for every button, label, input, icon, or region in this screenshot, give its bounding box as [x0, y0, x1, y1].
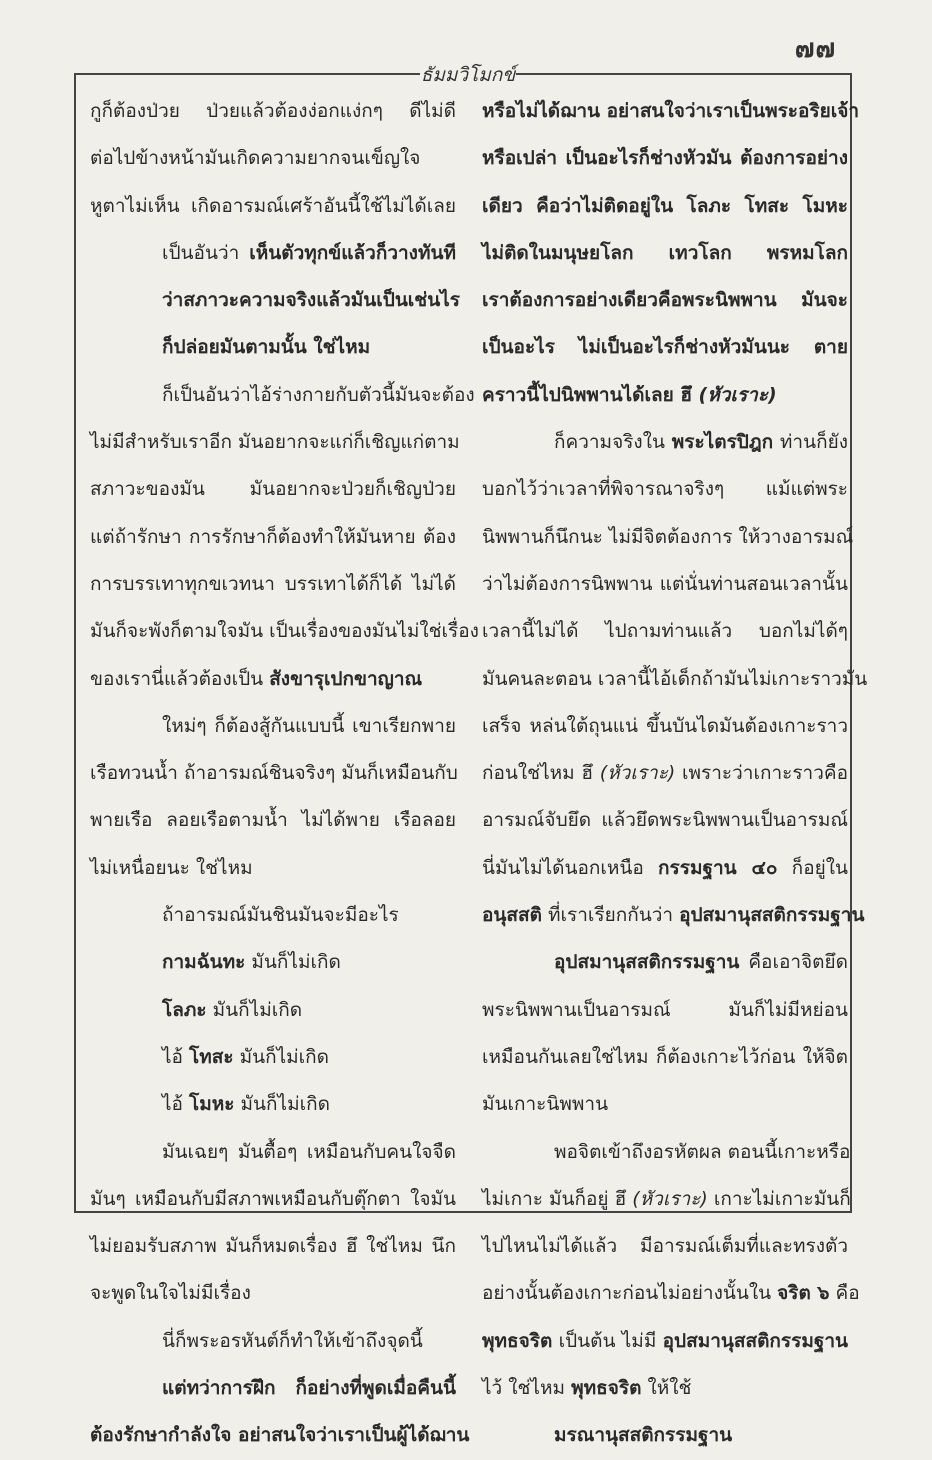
- text-segment: นี่ก็พระอรหันต์ก็ทำให้เข้าถึงจุดนี้: [162, 1329, 423, 1352]
- text-line: [482, 750, 848, 797]
- bold-term: เราต้องการอย่างเดียวคือพระนิพพาน มันจะ: [482, 289, 848, 312]
- text-line: [90, 703, 456, 750]
- bold-term: เดียว คือว่าไม่ติดอยู่ใน โลภะ โทสะ โมหะ: [482, 194, 848, 217]
- text-segment: สภาวะของมัน มันอยากจะป่วยก็เชิญป่วย: [90, 478, 456, 501]
- text-segment: เป็นต้น ไม่มี: [552, 1329, 663, 1352]
- text-segment: มันก็ไม่เกิด: [234, 1093, 330, 1116]
- text-line: [90, 797, 456, 844]
- bold-term: อนุสสติ: [482, 904, 542, 927]
- text-line: [482, 987, 848, 1034]
- text-line: [482, 1412, 848, 1459]
- bold-term: เห็นตัวทุกข์แล้วก็วางทันที: [249, 241, 456, 264]
- text-line: [90, 608, 479, 655]
- text-segment: พอจิตเข้าถึงอรหัตผล ตอนนี้เกาะหรือ: [554, 1140, 851, 1163]
- bold-term: ว่าสภาวะความจริงแล้วมันเป็นเช่นไร: [162, 289, 460, 312]
- bold-term: โทสะ: [189, 1045, 234, 1068]
- text-segment: กูก็ต้องป่วย ป่วยแล้วต้องง่อกแง่กๆ ดีไม่ดี: [90, 100, 456, 122]
- text-segment: คือเอาจิตยึด: [739, 951, 848, 974]
- text-line: [482, 324, 848, 371]
- text-line: [90, 135, 456, 182]
- text-segment: อย่างนั้นต้องเกาะก่อนไม่อย่างนั้นใน: [482, 1282, 778, 1305]
- text-line: [90, 892, 456, 939]
- text-segment: ก็เป็นอันว่าไอ้ร่างกายกับตัวนี้มันจะต้อง: [162, 383, 475, 406]
- text-segment: ไอ้: [162, 1045, 190, 1068]
- right-column: [482, 88, 868, 1460]
- bold-term: ก็ปล่อยมันตามนั้น ใช่ไหม: [162, 336, 371, 359]
- text-line: [482, 561, 848, 608]
- bold-term: โลภะ: [162, 998, 207, 1021]
- text-segment: มันก็ไม่เกิด: [206, 998, 303, 1021]
- text-segment: มันคนละตอน เวลานี้ไอ้เด็กถ้ามันไม่เกาะราวมัน: [482, 667, 868, 690]
- bold-term: เป็นอะไร ไม่เป็นอะไรก็ช่างหัวมันนะ ตาย: [482, 336, 848, 359]
- text-segment: เวลานี้ไม่ได้ ไปถามท่านแล้ว บอกไม่ได้ๆ: [482, 620, 848, 643]
- text-segment: นิพพานก็นึกนะ ไม่มีจิตต้องการ ให้วางอารมณ์: [482, 525, 854, 548]
- text-segment: มันเฉยๆ มันตื้อๆ เหมือนกับคนใจจืด: [162, 1140, 456, 1163]
- bold-term: แต่ทว่าการฝึก: [162, 1377, 276, 1400]
- text-line: [482, 656, 868, 703]
- text-line: [482, 135, 848, 182]
- text-line: [90, 514, 456, 561]
- bold-term: กรรมฐาน ๔๐: [658, 856, 778, 879]
- bold-term: ต้องรักษากำลังใจ อย่าสนใจว่าเราเป็นผู้ได้ฌาน: [90, 1424, 470, 1447]
- text-line: [90, 656, 456, 703]
- text-segment: ของเรานี่แล้วต้องเป็น: [90, 667, 270, 690]
- text-segment: แต่ถ้ารักษา การรักษาก็ต้องทำให้มันหาย ต้อง: [90, 525, 456, 548]
- bold-term: หรือเปล่า เป็นอะไรก็ช่างหัวมัน ต้องการอย่าง: [482, 147, 848, 170]
- bold-term: อุปสมานุสสติกรรมฐาน: [679, 904, 865, 927]
- text-line: [90, 1081, 456, 1128]
- text-segment: บอกไว้ว่าเวลาที่พิจารณาจริงๆ แม้แต่พระ: [482, 478, 848, 501]
- text-line: [482, 703, 848, 750]
- text-line: [482, 372, 848, 419]
- text-line: [90, 1412, 470, 1459]
- text-line: [90, 183, 456, 230]
- text-segment: ใหม่ๆ ก็ต้องสู้กันแบบนี้ เขาเรียกพาย: [162, 714, 456, 737]
- text-segment: ไว้ ใช่ไหม: [482, 1377, 572, 1400]
- text-line: [90, 466, 456, 513]
- bold-term: คราวนี้ไปนิพพานได้เลย ฮึ: [482, 383, 699, 406]
- text-segment: มันๆ เหมือนกับมีสภาพเหมือนกับตุ๊กตา ใจมัน: [90, 1187, 456, 1210]
- bold-term: พุทธจริต: [571, 1377, 642, 1400]
- bold-term: พระไตรปิฎก: [671, 431, 774, 454]
- left-column: [90, 88, 479, 1460]
- text-segment: มันก็ไม่เกิด: [245, 951, 341, 974]
- bold-term: หรือไม่ได้ฌาน อย่าสนใจว่าเราเป็นพระอริยเจ้า: [482, 100, 860, 122]
- text-line: [482, 797, 848, 844]
- text-line: [482, 1223, 848, 1270]
- text-segment: เสร็จ หล่นใต้ถุนแน่ ขึ้นบันไดมันต้องเกาะราว: [482, 714, 848, 737]
- text-segment: ก่อนใช่ไหม ฮึ: [482, 762, 600, 785]
- bold-term: (หัวเราะ): [698, 383, 777, 406]
- text-line: [90, 1270, 456, 1317]
- text-segment: ไม่เกาะ มันก็อยู่ ฮึ: [482, 1187, 633, 1210]
- text-line: [482, 514, 854, 561]
- text-line: [482, 1129, 851, 1176]
- bold-term: อุปสมานุสสติกรรมฐาน: [662, 1329, 848, 1352]
- text-segment: อารมณ์จับยึด แล้วยึดพระนิพพานเป็นอารมณ์: [482, 809, 848, 832]
- text-segment: ที่เราเรียกกันว่า: [541, 904, 680, 927]
- text-segment: ก็ความจริงใน: [554, 431, 672, 454]
- bold-term: อุปสมานุสสติกรรมฐาน: [554, 951, 740, 974]
- text-line: [90, 230, 456, 277]
- text-segment: ไม่ยอมรับสภาพ มันก็หมดเรื่อง ฮึ ใช่ไหม นึก: [90, 1235, 456, 1258]
- text-segment: ก็อยู่ใน: [777, 856, 848, 879]
- text-segment: (หัวเราะ): [632, 1187, 708, 1210]
- text-line: [482, 466, 848, 513]
- text-line: [90, 1129, 456, 1176]
- text-segment: นี่มันไม่ได้นอกเหนือ: [482, 856, 659, 879]
- text-segment: พระนิพพานเป็นอารมณ์ มันก็ไม่มีหย่อน: [482, 998, 848, 1021]
- text-line: [482, 1365, 848, 1412]
- text-line: [90, 1176, 456, 1223]
- bold-term: พุทธจริต: [482, 1329, 553, 1352]
- text-segment: ท่านก็ยัง: [773, 431, 848, 454]
- text-line: [482, 183, 848, 230]
- text-segment: (หัวเราะ): [599, 762, 676, 785]
- text-segment: เพราะว่าเกาะราวคือ: [675, 762, 849, 785]
- text-line: [90, 1223, 456, 1270]
- bold-term: จริต ๖: [777, 1282, 830, 1305]
- text-line: [482, 892, 865, 939]
- text-segment: ไปไหนไม่ได้แล้ว มีอารมณ์เต็มที่และทรงตัว: [482, 1235, 848, 1258]
- bold-term: สังขารุเปกขาญาณ: [269, 667, 423, 690]
- text-segment: เกาะไม่เกาะมันก็: [707, 1187, 851, 1210]
- text-segment: ให้ใช้: [641, 1377, 692, 1400]
- bold-term: โมหะ: [189, 1093, 235, 1116]
- text-segment: พายเรือ ลอยเรือตามน้ำ ไม่ได้พาย เรือลอย: [90, 809, 456, 832]
- text-segment: มันก็จะพังก็ตามใจมัน เป็นเรื่องของมันไม่ใช่เรื่อง: [90, 620, 479, 643]
- text-line: [482, 1034, 848, 1081]
- text-line: [482, 1081, 848, 1128]
- text-line: [90, 372, 475, 419]
- text-segment: ต่อไปข้างหน้ามันเกิดความยากจนเข็ญใจ: [90, 147, 421, 170]
- text-segment: [275, 1377, 295, 1399]
- text-line: [482, 1176, 851, 1223]
- text-line: [482, 230, 848, 277]
- text-segment: คือ: [829, 1282, 860, 1305]
- text-line: [90, 845, 456, 892]
- text-line: [90, 987, 456, 1034]
- text-line: [90, 1318, 456, 1365]
- bold-term: ไม่ติดในมนุษยโลก เทวโลก พรหมโลก: [482, 241, 848, 264]
- bold-term: ก็อย่างที่พูดเมื่อคืนนี้: [295, 1377, 456, 1400]
- text-line: [90, 324, 456, 371]
- text-line: [482, 419, 848, 466]
- text-segment: เหมือนกันเลยใช่ไหม ก็ต้องเกาะไว้ก่อน ให้จิต: [482, 1045, 848, 1068]
- text-segment: ว่าไม่ต้องการนิพพาน แต่นั่นท่านสอนเวลานั้น: [482, 572, 848, 595]
- text-line: [90, 277, 460, 324]
- text-segment: ถ้าอารมณ์มันชินมันจะมีอะไร: [162, 904, 399, 927]
- page-number: ๗๗: [794, 34, 836, 64]
- text-segment: จะพูดในใจไม่มีเรื่อง: [90, 1282, 251, 1305]
- text-line: [482, 608, 848, 655]
- text-line: [90, 88, 456, 135]
- text-line: [482, 1318, 848, 1365]
- text-line: [90, 939, 456, 986]
- text-segment: หูตาไม่เห็น เกิดอารมณ์เศร้าอันนี้ใช้ไม่ได้เลย: [90, 194, 456, 217]
- text-segment: มันก็ไม่เกิด: [233, 1045, 330, 1068]
- text-segment: เป็นอันว่า: [162, 241, 250, 264]
- text-line: [482, 88, 860, 135]
- text-segment: เรือทวนน้ำ ถ้าอารมณ์ชินจริงๆ มันก็เหมือนกับ: [90, 762, 458, 785]
- text-line: [482, 845, 848, 892]
- text-segment: ไอ้: [162, 1093, 190, 1116]
- text-line: [90, 419, 460, 466]
- text-line: [90, 750, 456, 797]
- bold-term: มรณานุสสติกรรมฐาน: [554, 1424, 733, 1447]
- text-line: [482, 277, 848, 324]
- text-segment: ไม่เหนื่อยนะ ใช่ไหม: [90, 856, 253, 879]
- text-line: [90, 561, 456, 608]
- text-line: [482, 1270, 860, 1317]
- bold-term: กามฉันทะ: [162, 951, 246, 974]
- text-line: [482, 939, 848, 986]
- text-line: [90, 1365, 456, 1412]
- running-title: ธัมมวิโมกข์: [420, 64, 516, 86]
- text-line: [90, 1034, 456, 1081]
- text-segment: ไม่มีสำหรับเราอีก มันอยากจะแก่ก็เชิญแก่ตาม: [90, 431, 460, 454]
- text-segment: มันเกาะนิพพาน: [482, 1093, 609, 1116]
- text-segment: การบรรเทาทุกขเวทนา บรรเทาได้ก็ได้ ไม่ได้: [90, 572, 456, 595]
